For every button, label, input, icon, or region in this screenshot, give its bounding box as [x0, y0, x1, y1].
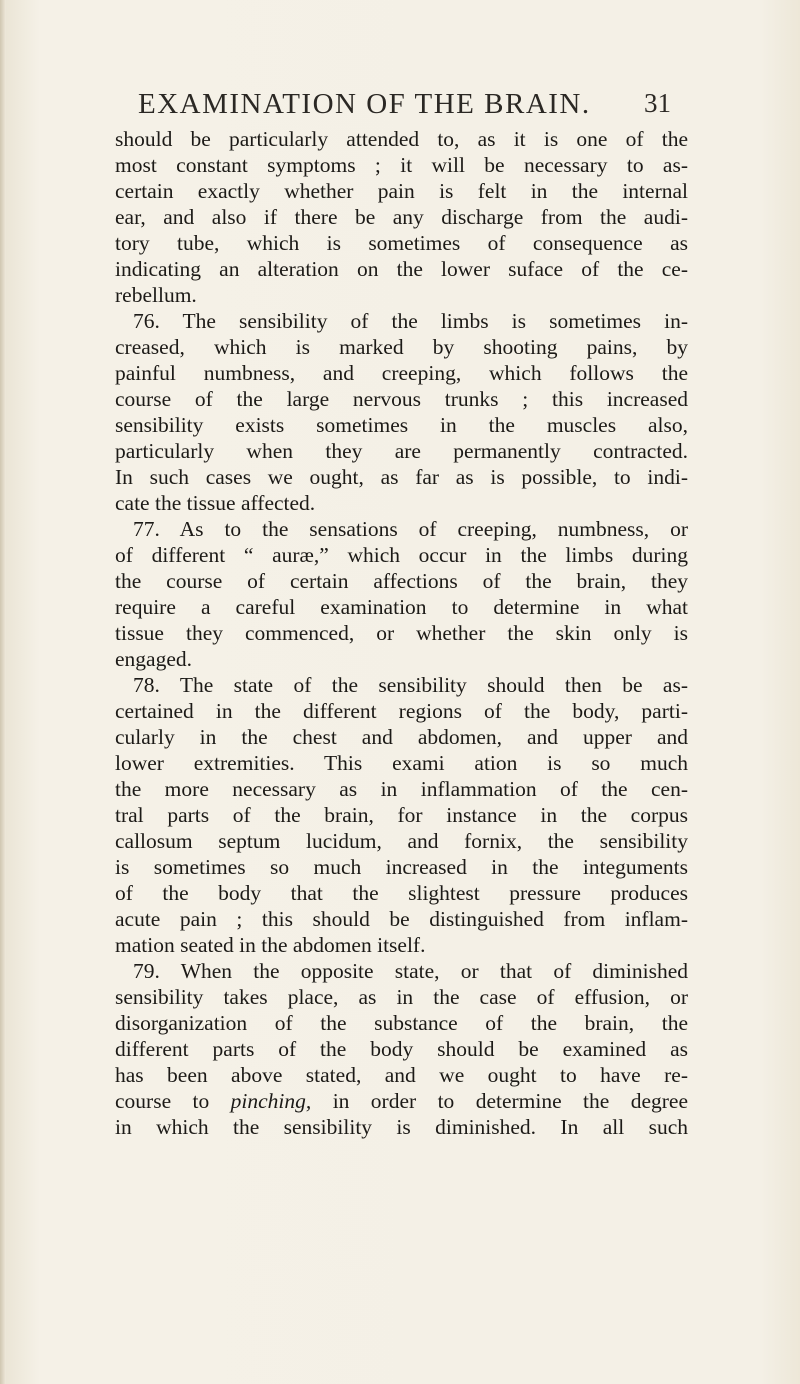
text-line: certained in the different regions of the body, parti- — [115, 699, 688, 723]
text-line: in which the sensibility is diminished. In all such — [115, 1115, 688, 1139]
text-line: most constant symptoms ; it will be necessary to as- — [115, 153, 688, 177]
running-head — [0, 88, 800, 118]
text-line: is sometimes so much increased in the integuments — [115, 855, 688, 879]
text-segment: in order to determine the degree — [332, 1089, 689, 1113]
text-line: cate the tissue affected. — [115, 491, 316, 515]
text-line: of different “ auræ,” which occur in the limbs during — [115, 543, 688, 567]
text-line: engaged. — [115, 647, 193, 671]
paragraph-77-start: 77. As to the sensations of creeping, numbness, or — [133, 517, 688, 541]
text-line: particularly when they are permanently contracted. — [115, 439, 688, 463]
text-line: creased, which is marked by shooting pains, by — [115, 335, 688, 359]
text-line: should be particularly attended to, as it is one of the — [115, 127, 688, 151]
text-line: mation seated in the abdomen itself. — [115, 933, 426, 957]
text-line: ear, and also if there be any discharge from the audi- — [115, 205, 688, 229]
paragraph-78-start: 78. The state of the sensibility should then be as- — [133, 673, 688, 697]
text-line: the course of certain affections of the brain, they — [115, 569, 688, 593]
text-line: certain exactly whether pain is felt in the internal — [115, 179, 688, 203]
text-line: lower extremities. This exami ation is so much — [115, 751, 688, 775]
italic-word: pinching, — [230, 1089, 312, 1113]
text-line: cularly in the chest and abdomen, and upper and — [115, 725, 688, 749]
text-line: In such cases we ought, as far as is possible, to indi- — [115, 465, 688, 489]
text-segment: course to — [115, 1089, 210, 1113]
text-line: the more necessary as in inflammation of the cen- — [115, 777, 688, 801]
text-line: acute pain ; this should be distinguished from inflam- — [115, 907, 688, 931]
text-line: of the body that the slightest pressure produces — [115, 881, 688, 905]
page-number: 31 — [644, 88, 671, 118]
text-line: has been above stated, and we ought to have re- — [115, 1063, 688, 1087]
running-title: EXAMINATION OF THE BRAIN. — [138, 88, 591, 120]
text-line: disorganization of the substance of the brain, the — [115, 1011, 688, 1035]
text-line: sensibility exists sometimes in the muscles also, — [115, 413, 688, 437]
page-binding-edge — [0, 0, 6, 1384]
text-line: indicating an alteration on the lower suface of the ce- — [115, 257, 688, 281]
text-line: painful numbness, and creeping, which follows the — [115, 361, 688, 385]
text-line: tissue they commenced, or whether the skin only is — [115, 621, 688, 645]
text-line: course of the large nervous trunks ; this increased — [115, 387, 688, 411]
text-line: sensibility takes place, as in the case of effusion, or — [115, 985, 688, 1009]
text-line: rebellum. — [115, 283, 197, 307]
paragraph-76-start: 76. The sensibility of the limbs is sometimes in- — [133, 309, 688, 333]
text-line: callosum septum lucidum, and fornix, the sensibility — [115, 829, 688, 853]
body-text — [115, 126, 688, 1140]
paragraph-79-start: 79. When the opposite state, or that of diminished — [133, 959, 688, 983]
text-line: require a careful examination to determine in what — [115, 595, 688, 619]
text-line: tral parts of the brain, for instance in the corpus — [115, 803, 688, 827]
text-line: different parts of the body should be examined as — [115, 1037, 688, 1061]
text-line-with-italic — [115, 1088, 688, 1114]
text-line: tory tube, which is sometimes of consequence as — [115, 231, 688, 255]
